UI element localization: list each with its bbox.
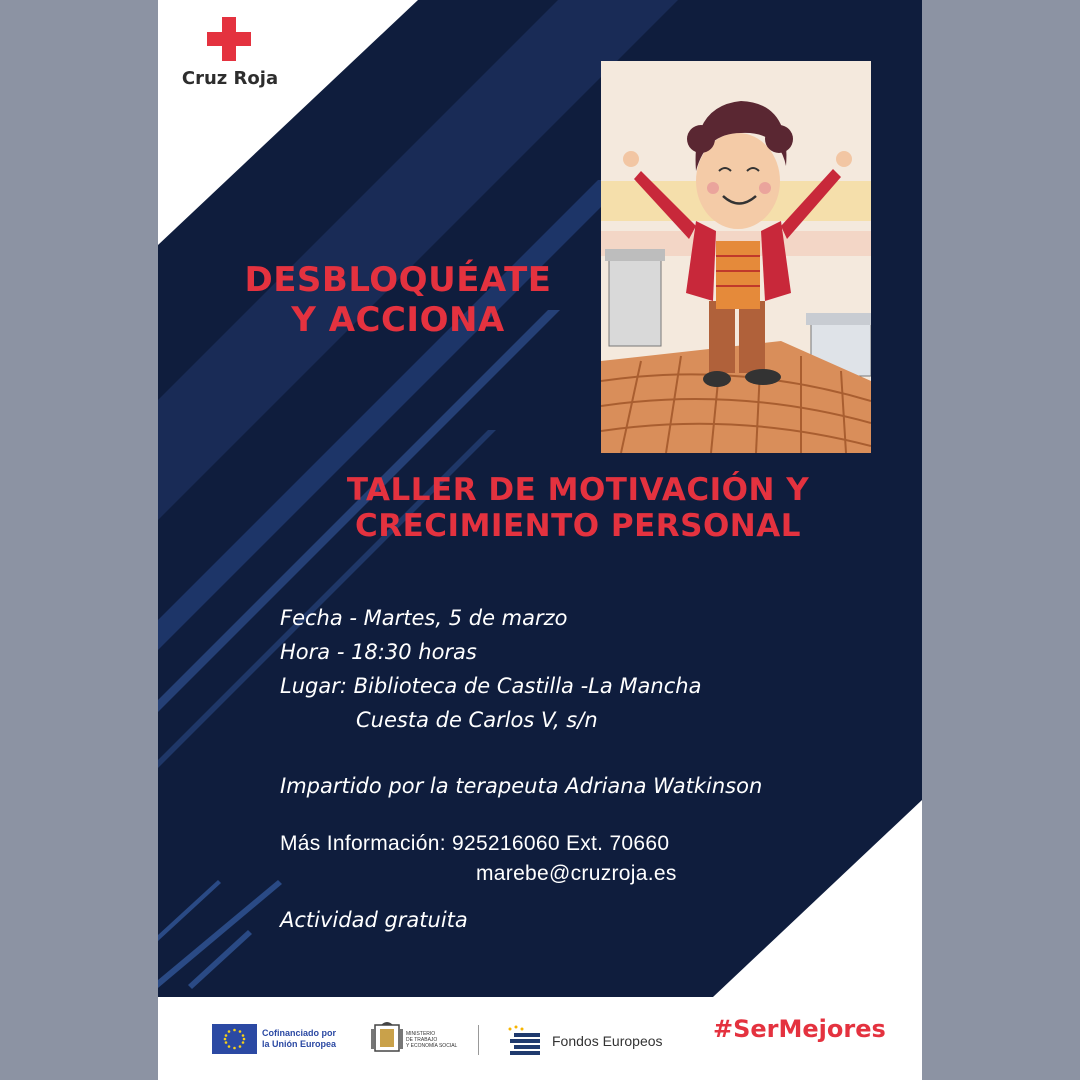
sponsor-footer [158,997,922,1080]
workshop-title [308,472,848,544]
ministry-label [406,1031,457,1049]
ministry-line-1: MINISTERIO [406,1031,436,1037]
ministry-line-2: DE TRABAJO [406,1037,438,1043]
free-activity-note: Actividad gratuita [280,908,468,932]
headline-line-1: DESBLOQUÉATE [244,260,552,300]
fondos-europeos-icon [506,1025,542,1057]
eu-label-line-2: la Unión Europea [262,1039,337,1049]
headline [228,260,568,340]
footer-divider [478,1025,479,1055]
brand-name: Cruz Roja [181,68,279,89]
event-time: Hora - 18:30 horas [280,640,477,664]
contact-phone: Más Información: 925216060 Ext. 70660 [280,832,670,855]
smiling-woman-on-rooftop-illustration [601,61,871,453]
event-instructor: Impartido por la terapeuta Adriana Watkinson [280,774,763,798]
fondos-europeos-label: Fondos Europeos [552,1033,663,1049]
spain-coat-of-arms-icon [371,1021,403,1055]
event-date: Fecha - Martes, 5 de marzo [280,606,568,630]
campaign-hashtag: #SerMejores [713,1015,886,1043]
headline-line-2: Y ACCIONA [291,300,505,340]
eu-cofinancing-label [262,1028,336,1050]
workshop-title-line-1: TALLER DE MOTIVACIÓN Y [346,472,810,508]
eu-flag-icon [212,1024,257,1054]
eu-label-line-1: Cofinanciado por [262,1028,336,1038]
ministry-line-3: Y ECONOMÍA SOCIAL [406,1043,458,1049]
contact-email: marebe@cruzroja.es [476,862,677,885]
event-address: Cuesta de Carlos V, s/n [356,708,598,732]
event-poster [158,0,922,1080]
red-cross-logo-icon [207,17,251,61]
event-location: Lugar: Biblioteca de Castilla -La Mancha [280,674,702,698]
workshop-title-line-2: CRECIMIENTO PERSONAL [354,508,801,544]
